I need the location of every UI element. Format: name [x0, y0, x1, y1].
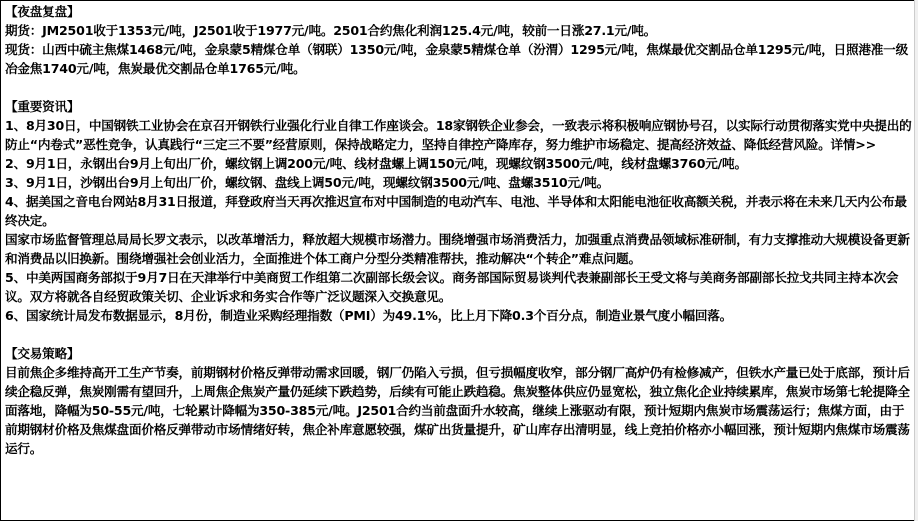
spot-line: 现货：山西中硫主焦煤1468元/吨，金泉蒙5精煤仓单（钢联）1350元/吨，金泉蒙5精煤仓单（汾渭）1295元/吨，焦煤最优交割品仓单1295元/吨，日照港准一级冶金焦1740元/吨，焦炭最优交割品仓单1765元/吨。 [5, 42, 908, 76]
strategy-title: 【交易策略】 [5, 346, 80, 361]
news-item-1 [5, 116, 913, 154]
news-item-2: 2、9月1日，永钢出台9月上旬出厂价，螺纹钢上调200元/吨、线材盘螺上调150元/吨，现螺纹钢3500元/吨，线材盘螺3760元/吨。 [5, 156, 747, 171]
news-section [5, 97, 913, 325]
news-item-market-regulator: 国家市场监督管理总局局长罗文表示，以改革增活力，释放超大规模市场潜力。围绕增强市场消费活力，加强重点消费品领域标准研制，有力支撑推动大规模设备更新和消费品以旧换新。围绕增强社会创业活力，全面推进个体工商户分型分类精准帮扶，推动解决“个转企”难点问题。 [5, 232, 910, 266]
section-spacer [5, 78, 913, 97]
section-spacer [5, 325, 913, 344]
news-item-1-text: 1、8月30日，中国钢铁工业协会在京召开钢铁行业强化行业自律工作座谈会。18家钢铁企业参会，一致表示将积极响应钢协号召，以实际行动贯彻落实党中央提出的防止“内卷式”恶性竞争，认真践行“三定三不要”经营原则，保持战略定力，坚持自律控产降库存，努力维护市场稳定、提高经济效益、降低经营风险。 [5, 118, 912, 152]
night-review-section [5, 2, 913, 78]
news-item-3: 3、9月1日，沙钢出台9月上旬出厂价，螺纹钢、盘线上调50元/吨，现螺纹钢3500元/吨、盘螺3510元/吨。 [5, 175, 610, 190]
scrollbar-edge[interactable] [914, 0, 918, 521]
news-title: 【重要资讯】 [5, 99, 80, 114]
market-report [5, 2, 913, 458]
strategy-body: 目前焦企多维持高开工生产节奏，前期钢材价格反弹带动需求回暖，钢厂仍陷入亏损，但亏损幅度收窄，部分钢厂高炉仍有检修减产，但铁水产量已处于底部，预计后续企稳反弹，焦炭刚需有望回升，上周焦企焦炭产量仍延续下跌趋势，后续有可能止跌趋稳。焦炭整体供应仍显宽松，独立焦化企业持续累库，焦炭市场第七轮提降全面落地，降幅为50-55元/吨，七轮累计降幅为350-385元/吨。J2501合约当前盘面升水较高，继续上涨驱动有限，预计短期内焦炭市场震荡运行；焦煤方面，由于前期钢材价格及焦煤盘面价格反弹带动市场情绪好转，焦企补库意愿较强，煤矿出货量提升，矿山库存出清明显，线上竞拍价格亦小幅回涨，预计短期内焦煤市场震荡运行。 [5, 365, 910, 456]
details-link[interactable]: 详情>> [830, 137, 877, 152]
news-item-4: 4、据美国之音电台网站8月31日报道，拜登政府当天再次推迟宣布对中国制造的电动汽车、电池、半导体和太阳能电池征收高额关税，并表示将在未来几天内公布最终决定。 [5, 194, 907, 228]
strategy-section [5, 344, 913, 458]
news-item-5: 5、中美两国商务部拟于9月7日在天津举行中美商贸工作组第二次副部长级会议。商务部国际贸易谈判代表兼副部长王受文将与美商务部副部长拉戈共同主持本次会议。双方将就各自经贸政策关切、企业诉求和务实合作等广泛议题深入交换意见。 [5, 270, 899, 304]
futures-line: 期货：JM2501收于1353元/吨，J2501收于1977元/吨。2501合约焦化利润125.4元/吨，较前一日涨27.1元/吨。 [5, 23, 657, 38]
night-review-title: 【夜盘复盘】 [5, 4, 80, 19]
news-item-6: 6、国家统计局发布数据显示，8月份，制造业采购经理指数（PMI）为49.1%，比上月下降0.3个百分点，制造业景气度小幅回落。 [5, 308, 733, 323]
